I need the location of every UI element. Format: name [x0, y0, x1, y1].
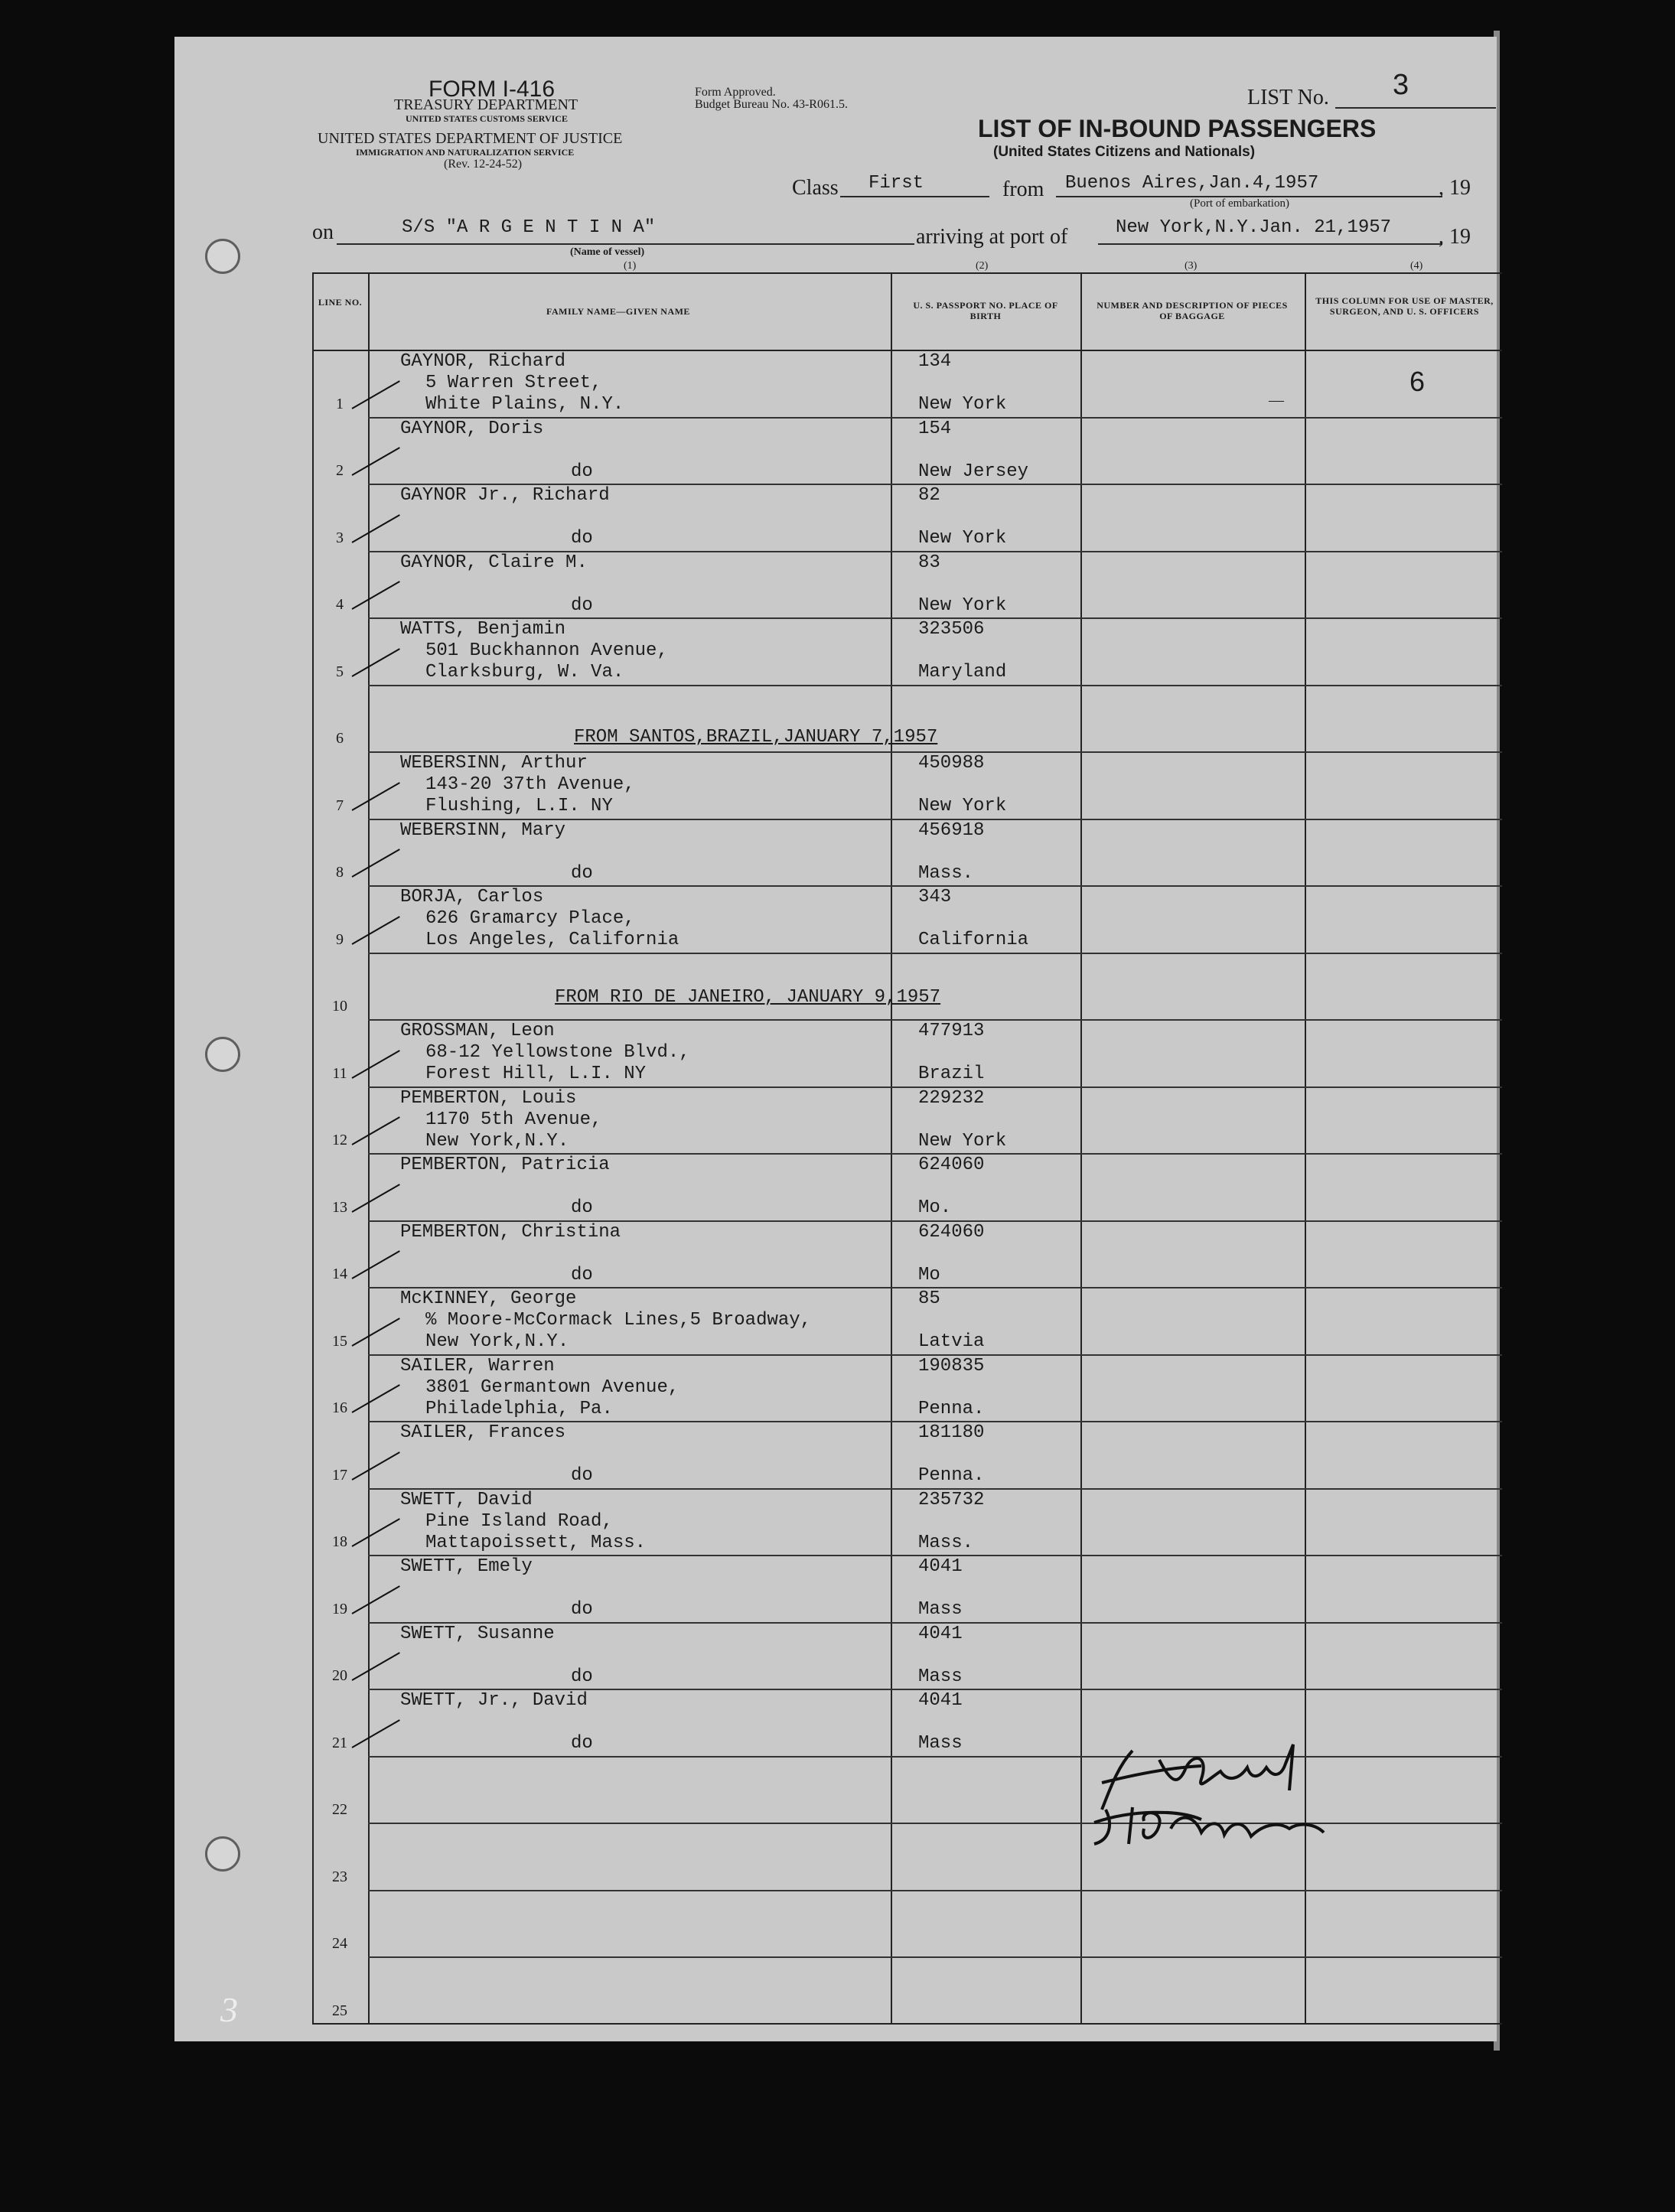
place-of-birth: Maryland — [918, 662, 1007, 682]
passport-number: 190835 — [918, 1355, 985, 1376]
line-number: 1 — [336, 395, 344, 412]
on-label: on — [312, 220, 334, 244]
line-number: 12 — [332, 1132, 347, 1148]
passenger-address-line2: do — [571, 862, 593, 884]
passenger-name: SWETT, Jr., David — [400, 1690, 588, 1711]
form-number: FORM I-416 — [429, 77, 556, 102]
vessel-name: S/S "A R G E N T I N A" — [402, 217, 656, 238]
passenger-name: SAILER, Frances — [400, 1422, 566, 1443]
passenger-address-line1: 5 Warren Street, — [425, 373, 602, 393]
class-underline — [840, 196, 989, 197]
check-tick-icon — [352, 1585, 400, 1614]
year-suffix-2: , 19 — [1439, 225, 1471, 249]
line-number: 17 — [332, 1466, 347, 1484]
line-number: 2 — [336, 462, 344, 479]
check-tick-icon — [352, 1184, 400, 1213]
check-tick-icon — [352, 916, 400, 945]
margin-page-number: 3 — [220, 1990, 238, 2029]
place-of-birth: Mo — [918, 1264, 940, 1285]
passport-number: 229232 — [918, 1087, 985, 1109]
passenger-address-line2: Clarksburg, W. Va. — [425, 662, 624, 682]
punch-hole-middle — [205, 1037, 240, 1072]
passenger-name: WEBERSINN, Arthur — [400, 753, 588, 774]
passport-number: 154 — [918, 418, 952, 439]
immigration-service: IMMIGRATION AND NATURALIZATION SERVICE — [356, 147, 575, 158]
line-number: 20 — [332, 1667, 347, 1684]
line-number: 18 — [332, 1533, 347, 1550]
table-top-border — [312, 272, 1502, 274]
passenger-address-line1: Pine Island Road, — [425, 1510, 613, 1532]
line-number: 5 — [336, 663, 344, 680]
officer-signature-icon — [1087, 1737, 1416, 1852]
check-tick-icon — [352, 1050, 400, 1079]
passenger-address-line1: % Moore-McCormack Lines,5 Broadway, — [425, 1310, 812, 1331]
line-number: 9 — [336, 930, 344, 948]
passenger-name: GAYNOR, Doris — [400, 418, 544, 439]
line-number: 4 — [336, 596, 344, 613]
place-of-birth: New York — [918, 796, 1007, 816]
form-title: LIST OF IN-BOUND PASSENGERS — [978, 115, 1377, 142]
passenger-name: GROSSMAN, Leon — [400, 1021, 555, 1041]
row-separator — [368, 685, 1502, 686]
check-tick-icon — [352, 1384, 400, 1413]
col-head-line-no: LINE NO. — [318, 297, 363, 308]
line-number: 16 — [332, 1399, 347, 1416]
check-tick-icon — [352, 581, 400, 610]
passport-number: 343 — [918, 887, 952, 907]
class-value: First — [868, 173, 924, 194]
passport-number: 181180 — [918, 1422, 985, 1443]
list-no-underline — [1335, 107, 1496, 109]
treasury-dept: TREASURY DEPARTMENT — [394, 96, 578, 113]
passenger-name: GAYNOR, Claire M. — [400, 552, 588, 573]
passenger-name: BORJA, Carlos — [400, 887, 544, 907]
check-tick-icon — [352, 447, 400, 476]
place-of-birth: New York — [918, 528, 1007, 549]
section-santos: FROM SANTOS,BRAZIL,JANUARY 7,1957 — [574, 727, 938, 748]
col-head-passport: U. S. PASSPORT NO. PLACE OF BIRTH — [913, 300, 1058, 321]
row-separator — [368, 953, 1502, 954]
line-number: 25 — [332, 2002, 347, 2019]
passenger-address-line2: do — [571, 1197, 593, 1218]
customs-service: UNITED STATES CUSTOMS SERVICE — [406, 113, 568, 124]
col-divider-line-no — [368, 272, 370, 2025]
place-of-birth: New York — [918, 595, 1007, 616]
passenger-address-line2: do — [571, 595, 593, 616]
check-tick-icon — [352, 782, 400, 811]
arriving-label: arriving at port of — [916, 225, 1068, 249]
from-label: from — [1002, 178, 1044, 201]
passenger-name: WATTS, Benjamin — [400, 619, 566, 640]
check-tick-icon — [352, 1250, 400, 1279]
passenger-name: McKINNEY, George — [400, 1288, 577, 1309]
passenger-name: GAYNOR Jr., Richard — [400, 485, 610, 506]
place-of-birth: California — [918, 930, 1029, 950]
line-number: 10 — [332, 998, 347, 1015]
form-subtitle: (United States Citizens and Nationals) — [993, 144, 1256, 160]
line-number: 15 — [332, 1332, 347, 1350]
passport-number: 624060 — [918, 1155, 985, 1175]
form-approved: Form Approved. — [695, 86, 776, 99]
year-suffix-1: , 19 — [1439, 176, 1471, 200]
line-number: 24 — [332, 1935, 347, 1952]
col-divider-passport — [1080, 272, 1082, 2025]
passenger-address-line2: Los Angeles, California — [425, 930, 679, 950]
place-of-birth: New York — [918, 394, 1007, 415]
passenger-address-line2: do — [571, 1666, 593, 1687]
passenger-name: SWETT, Emely — [400, 1556, 533, 1577]
passenger-name: GAYNOR, Richard — [400, 351, 566, 372]
passenger-name: SWETT, David — [400, 1489, 533, 1510]
passport-number: 4041 — [918, 1556, 963, 1577]
passport-number: 134 — [918, 351, 952, 372]
check-tick-icon — [352, 1116, 400, 1145]
passenger-name: SWETT, Susanne — [400, 1623, 555, 1644]
passenger-address-line2: do — [571, 528, 593, 549]
passenger-address-line1: 143-20 37th Avenue, — [425, 774, 635, 795]
dash-mark: — — [1269, 392, 1284, 409]
col-divider-name — [891, 272, 892, 2025]
justice-dept: UNITED STATES DEPARTMENT OF JUSTICE — [318, 130, 623, 147]
passenger-name: PEMBERTON, Christina — [400, 1221, 621, 1243]
place-of-birth: Mass — [918, 1733, 963, 1754]
passenger-address-line2: New York,N.Y. — [425, 1331, 569, 1352]
passport-number: 85 — [918, 1288, 940, 1309]
line-number: 3 — [336, 529, 344, 546]
place-of-birth: Penna. — [918, 1398, 985, 1419]
place-of-birth: New York — [918, 1130, 1007, 1152]
col-num-2: (2) — [976, 260, 989, 272]
passenger-address-line2: Mattapoissett, Mass. — [425, 1532, 647, 1553]
place-of-birth: New Jersey — [918, 461, 1029, 482]
col-head-name: FAMILY NAME—GIVEN NAME — [546, 306, 690, 317]
vessel-caption: (Name of vessel) — [570, 246, 645, 258]
place-of-birth: Mass. — [918, 1532, 974, 1553]
col-num-3: (3) — [1185, 260, 1198, 272]
passport-number: 4041 — [918, 1690, 963, 1711]
passenger-address-line2: do — [571, 1733, 593, 1754]
passport-number: 477913 — [918, 1021, 985, 1041]
passenger-address-line2: do — [571, 1465, 593, 1486]
passenger-address-line2: do — [571, 1599, 593, 1620]
passport-number: 456918 — [918, 819, 985, 841]
place-of-birth: Mass. — [918, 862, 974, 884]
check-tick-icon — [352, 849, 400, 878]
officer-mark: 6 — [1409, 366, 1426, 397]
place-of-birth: Mass — [918, 1666, 963, 1687]
arriving-value: New York,N.Y.Jan. 21,1957 — [1116, 217, 1392, 238]
passenger-address-line2: Forest Hill, L.I. NY — [425, 1064, 647, 1084]
row-separator — [368, 1956, 1502, 1958]
arriving-underline — [1098, 243, 1442, 245]
check-tick-icon — [352, 514, 400, 543]
passport-number: 624060 — [918, 1221, 985, 1243]
place-of-birth: Brazil — [918, 1064, 985, 1084]
col-head-officers: THIS COLUMN FOR USE OF MASTER, SURGEON, AND U. S. OFFICERS — [1315, 295, 1494, 317]
from-value: Buenos Aires,Jan.4,1957 — [1065, 173, 1319, 194]
port-embarkation-caption: (Port of embarkation) — [1190, 197, 1289, 210]
passport-number: 82 — [918, 485, 940, 506]
passport-number: 450988 — [918, 753, 985, 774]
passenger-address-line1: 68-12 Yellowstone Blvd., — [425, 1042, 690, 1063]
place-of-birth: Mo. — [918, 1197, 952, 1218]
col-num-4: (4) — [1410, 260, 1423, 272]
check-tick-icon — [352, 1451, 400, 1481]
place-of-birth: Mass — [918, 1599, 963, 1620]
passport-number: 83 — [918, 552, 940, 573]
line-number: 21 — [332, 1734, 347, 1751]
class-label: Class — [792, 176, 839, 200]
passport-number: 4041 — [918, 1623, 963, 1644]
place-of-birth: Penna. — [918, 1465, 985, 1486]
passenger-address-line2: White Plains, N.Y. — [425, 394, 624, 415]
passport-number: 235732 — [918, 1489, 985, 1510]
passenger-address-line2: do — [571, 1264, 593, 1285]
line-number: 22 — [332, 1801, 347, 1818]
passenger-name: WEBERSINN, Mary — [400, 819, 566, 841]
line-number: 14 — [332, 1266, 347, 1282]
check-tick-icon — [352, 1652, 400, 1681]
section-rio: FROM RIO DE JANEIRO, JANUARY 9,1957 — [555, 987, 941, 1008]
line-number: 11 — [332, 1064, 347, 1082]
place-of-birth: Latvia — [918, 1331, 985, 1352]
table-bottom-border — [312, 2023, 1502, 2025]
line-number: 19 — [332, 1600, 347, 1617]
line-number: 13 — [332, 1198, 347, 1216]
col-num-1: (1) — [624, 260, 637, 272]
line-number: 23 — [332, 1868, 347, 1885]
passenger-name: SAILER, Warren — [400, 1355, 555, 1376]
row-separator — [368, 1890, 1502, 1891]
line-number: 7 — [336, 797, 344, 814]
passenger-address-line1: 3801 Germantown Avenue, — [425, 1376, 679, 1398]
table-left-border — [312, 272, 314, 2025]
list-no-value: 3 — [1393, 69, 1409, 101]
line-number: 8 — [336, 864, 344, 881]
passenger-name: PEMBERTON, Patricia — [400, 1155, 610, 1175]
check-tick-icon — [352, 1518, 400, 1547]
passenger-address-line2: New York,N.Y. — [425, 1130, 569, 1152]
col-head-baggage: NUMBER AND DESCRIPTION OF PIECES OF BAGGAGE — [1097, 300, 1288, 321]
budget-bureau: Budget Bureau No. 43-R061.5. — [695, 98, 848, 111]
check-tick-icon — [352, 1719, 400, 1748]
passenger-address-line1: 501 Buckhannon Avenue, — [425, 640, 668, 661]
passport-number: 323506 — [918, 619, 985, 640]
check-tick-icon — [352, 380, 400, 409]
passenger-name: PEMBERTON, Louis — [400, 1087, 577, 1109]
vessel-underline — [337, 243, 914, 245]
check-tick-icon — [352, 1318, 400, 1347]
passenger-address-line2: Flushing, L.I. NY — [425, 796, 613, 816]
list-no-label: LIST No. — [1247, 86, 1329, 109]
punch-hole-bottom — [205, 1836, 240, 1872]
passenger-address-line2: do — [571, 461, 593, 482]
line-number: 6 — [336, 730, 344, 747]
passenger-address-line1: 626 Gramarcy Place, — [425, 908, 635, 929]
punch-hole-top — [205, 239, 240, 274]
passenger-address-line2: Philadelphia, Pa. — [425, 1398, 613, 1419]
passenger-address-line1: 1170 5th Avenue, — [425, 1109, 602, 1130]
revision-date: (Rev. 12-24-52) — [444, 158, 523, 171]
check-tick-icon — [352, 648, 400, 677]
